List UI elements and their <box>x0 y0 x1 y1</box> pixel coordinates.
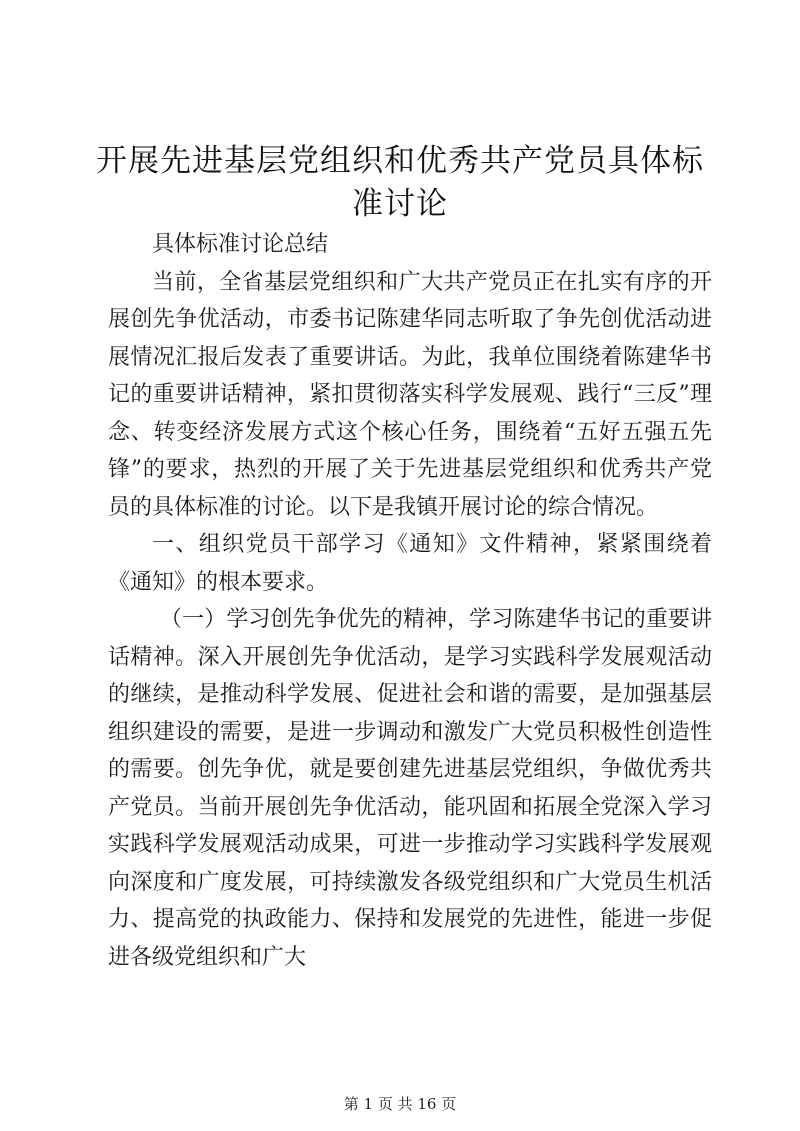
paragraph-subsection-1: （一）学习创先争优先的精神，学习陈建华书记的重要讲话精神。深入开展创先争优活动，是学习实践科学发展观活动的继续，是推动科学发展、促进社会和谐的需要，是加强基层组织建设的需要，是进一步调动和激发广大党员积极性创造性的需要。创先争优，就是要创建先进基层党组织，争做优秀共产党员。当前开展创先争优活动，能巩固和拓展全党深入学习实践科学发展观活动成果，可进一步推动学习实践科学发展观向深度和广度发展，可持续激发各级党组织和广大党员生机活力、提高党的执政能力、保持和发展党的先进性，能进一步促进各级党组织和广大 <box>108 607 712 970</box>
document-body <box>108 226 712 976</box>
paragraph-section-1-heading: 一、组织党员干部学习《通知》文件精神，紧紧围绕着《通知》的根本要求。 <box>108 532 712 595</box>
page-footer: 第 1 页 共 16 页 <box>343 1095 457 1113</box>
document-title: 开展先进基层党组织和优秀共产党员具体标准讨论 <box>96 143 704 222</box>
paragraph-summary-heading: 具体标准讨论总结 <box>152 232 329 257</box>
paragraph-intro: 当前，全省基层党组织和广大共产党员正在扎实有序的开展创先争优活动，市委书记陈建华同志听取了争先创优活动进展情况汇报后发表了重要讲话。为此，我单位围绕着陈建华书记的重要讲话精神，紧扣贯彻落实科学发展观、践行“三反”理念、转变经济发展方式这个核心任务，围绕着“五好五强五先锋”的要求，热烈的开展了关于先进基层党组织和优秀共产党员的具体标准的讨论。以下是我镇开展讨论的综合情况。 <box>108 269 712 520</box>
